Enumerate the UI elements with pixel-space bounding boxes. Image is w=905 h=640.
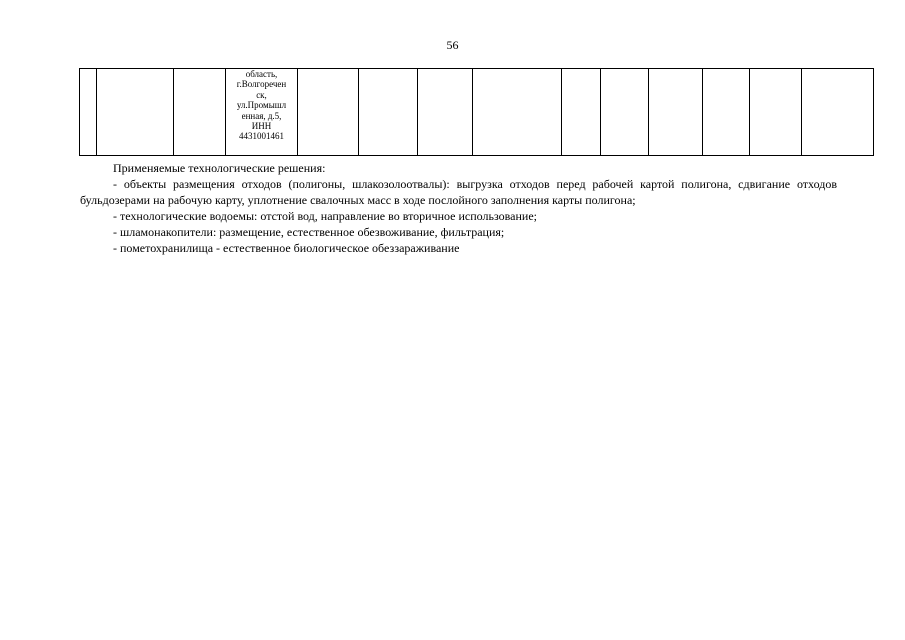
address-line: енная, д.5, [241,110,282,121]
table-cell [359,69,418,156]
table-row [80,69,874,156]
table-cell [298,69,359,156]
table-cell [802,69,874,156]
table-cell [473,69,562,156]
address-cell [226,69,298,156]
table-cell [649,69,703,156]
table-cell [97,69,174,156]
table-cell [703,69,750,156]
continuation-table [79,68,874,156]
table-cell [418,69,473,156]
list-item: - технологические водоемы: отстой вод, направление во вторичное использование; [113,209,537,223]
address-line: ИНН [251,121,272,132]
address-line: ул.Промышл [236,100,287,111]
table-cell [174,69,226,156]
list-item: - объекты размещения отходов (полигоны, шлакозолоотвалы): выгрузка отходов перед рабочей картой полигона, сдвигание отходов бульдозерами на рабочую карту, уплотнение свалочных масс в ходе послойного заполнения карты полигона; [80,177,837,207]
table-cell [750,69,802,156]
page-number: 56 [446,38,459,52]
list-item: - пометохранилища - естественное биологическое обеззараживание [113,241,460,255]
address-line: г.Волгоречен [236,79,287,90]
address-line: ск, [256,89,267,100]
list-item: - шламонакопители: размещение, естественное обезвоживание, фильтрация; [113,225,505,239]
address-line: область, [245,69,278,79]
body-text [80,160,837,256]
table-cell [562,69,601,156]
table-cell [601,69,649,156]
table-cell [80,69,97,156]
section-heading: Применяемые технологические решения: [113,161,326,175]
address-line: 4431001461 [239,131,284,142]
